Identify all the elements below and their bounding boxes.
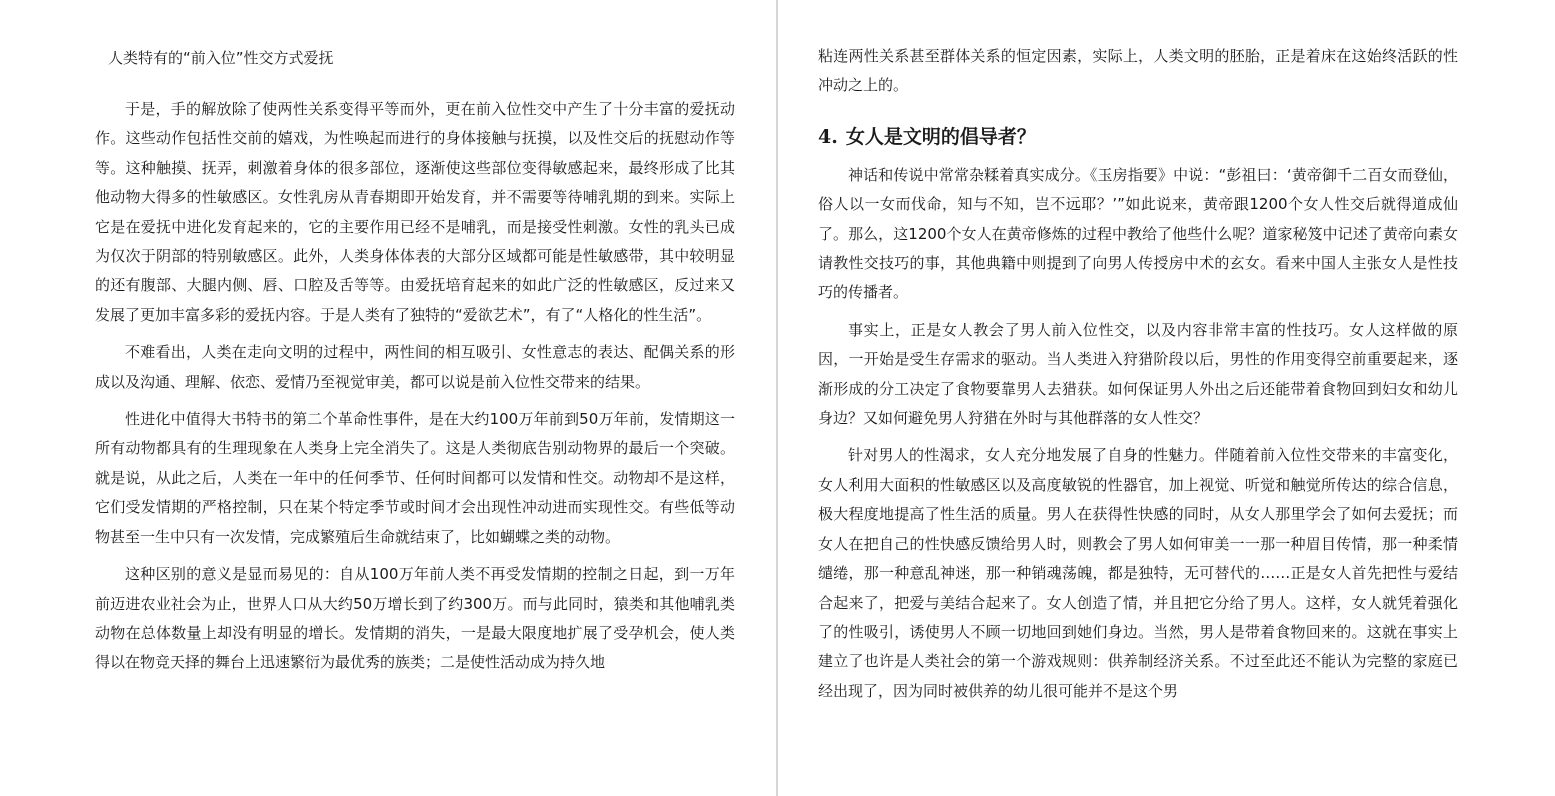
paragraph: 针对男人的性渴求，女人充分地发展了自身的性魅力。伴随着前入位性交带来的丰富变化，女人利用大面积的性敏感区以及高度敏锐的性器官，加上视觉、听觉和触觉所传达的综合信息，极大程度地提高了性生活的质量。男人在获得性快感的同时，从女人那里学会了如何去爱抚；而女人在把自己的性快感反馈给男人时，则教会了男人如何审美一一那一种眉目传情，那一种柔情缱绻，那一种意乱神迷，那一种销魂荡魄，都是独特，无可替代的……正是女人首先把性与爱结合起来了，把爱与美结合起来了。女人创造了情，并且把它分给了男人。这样，女人就凭着强化了的性吸引，诱使男人不顾一切地回到她们身边。当然，男人是带着食物回来的。这就在事实上建立了也许是人类社会的第一个游戏规则：供养制经济关系。不过至此还不能认为完整的家庭已经出现了，因为同时被供养的幼儿很可能并不是这个男	[818, 446, 1458, 700]
paragraph: 性进化中值得大书特书的第二个革命性事件，是在大约100万年前到50万年前，发情期这一所有动物都具有的生理现象在人类身上完全消失了。这是人类彻底告别动物界的最后一个突破。就是说，从此之后，人类在一年中的任何季节、任何时间都可以发情和性交。动物却不是这样，它们受发情期的严格控制，只在某个特定季节或时间才会出现性冲动进而实现性交。有些低等动物甚至一生中只有一次发情，完成繁殖后生命就结束了，比如蝴蝶之类的动物。	[95, 410, 735, 546]
left-page	[0, 0, 776, 796]
paragraph: 这种区别的意义是显而易见的：自从100万年前人类不再受发情期的控制之日起，到一万年前迈进农业社会为止，世界人口从大约50万增长到了约300万。而与此同时，猿类和其他哺乳类动物在总体数量上却没有明显的增长。发情期的消失，一是最大限度地扩展了受孕机会，使人类得以在物竞天择的舞台上迅速繁衍为最优秀的族类；二是使性活动成为持久地	[95, 565, 735, 672]
figure-caption: 人类特有的“前入位”性交方式爱抚	[108, 49, 334, 67]
right-text-column	[818, 42, 1458, 714]
paragraph: 神话和传说中常常杂糅着真实成分。《玉房指要》中说：“彭祖曰：‘黄帝御千二百女而登仙，俗人以一女而伐命，知与不知，岂不远耶？’”如此说来，黄帝跟1200个女人性交后就得道成仙了。那么，这1200个女人在黄帝修炼的过程中教给了他些什么呢？道家秘笈中记述了黄帝向素女请教性交技巧的事，其他典籍中则提到了向男人传授房中术的玄女。看来中国人主张女人是性技巧的传播者。	[818, 165, 1458, 302]
section-heading	[818, 123, 1458, 151]
paragraph: 于是，手的解放除了使两性关系变得平等而外，更在前入位性交中产生了十分丰富的爱抚动作。这些动作包括性交前的嬉戏，为性唤起而进行的身体接触与抚摸，以及性交后的抚慰动作等等。这种触摸、抚弄，刺激着身体的很多部位，逐渐使这些部位变得敏感起来，最终形成了比其他动物大得多的性敏感区。女性乳房从青春期即开始发育，并不需要等待哺乳期的到来。实际上它是在爱抚中进化发育起来的，它的主要作用已经不是哺乳，而是接受性刺激。女性的乳头已成为仅次于阴部的特别敏感区。此外，人类身体体表的大部分区域都可能是性敏感带，其中较明显的还有腹部、大腿内侧、唇、口腔及舌等等。由爱抚培育起来的如此广泛的性敏感区，反过来又发展了更加丰富多彩的爱抚内容。于是人类有了独特的“爱欲艺术”，有了“人格化的性生活”。	[95, 100, 735, 324]
continued-paragraph: 粘连两性关系甚至群体关系的恒定因素，实际上，人类文明的胚胎，正是着床在这始终活跃的性冲动之上的。	[818, 47, 1458, 95]
left-text-column	[95, 95, 735, 686]
section-title: 女人是文明的倡导者？	[845, 125, 1036, 148]
right-page	[778, 0, 1555, 796]
section-number: 4.	[818, 125, 838, 148]
paragraph: 不难看出，人类在走向文明的过程中，两性间的相互吸引、女性意志的表达、配偶关系的形成以及沟通、理解、依恋、爱情乃至视觉审美，都可以说是前入位性交带来的结果。	[95, 343, 735, 391]
paragraph: 事实上，正是女人教会了男人前入位性交，以及内容非常丰富的性技巧。女人这样做的原因，一开始是受生存需求的驱动。当人类进入狩猎阶段以后，男性的作用变得空前重要起来，逐渐形成的分工决定了食物要靠男人去猎获。如何保证男人外出之后还能带着食物回到妇女和幼儿身边？又如何避免男人狩猎在外时与其他群落的女人性交？	[818, 320, 1458, 428]
